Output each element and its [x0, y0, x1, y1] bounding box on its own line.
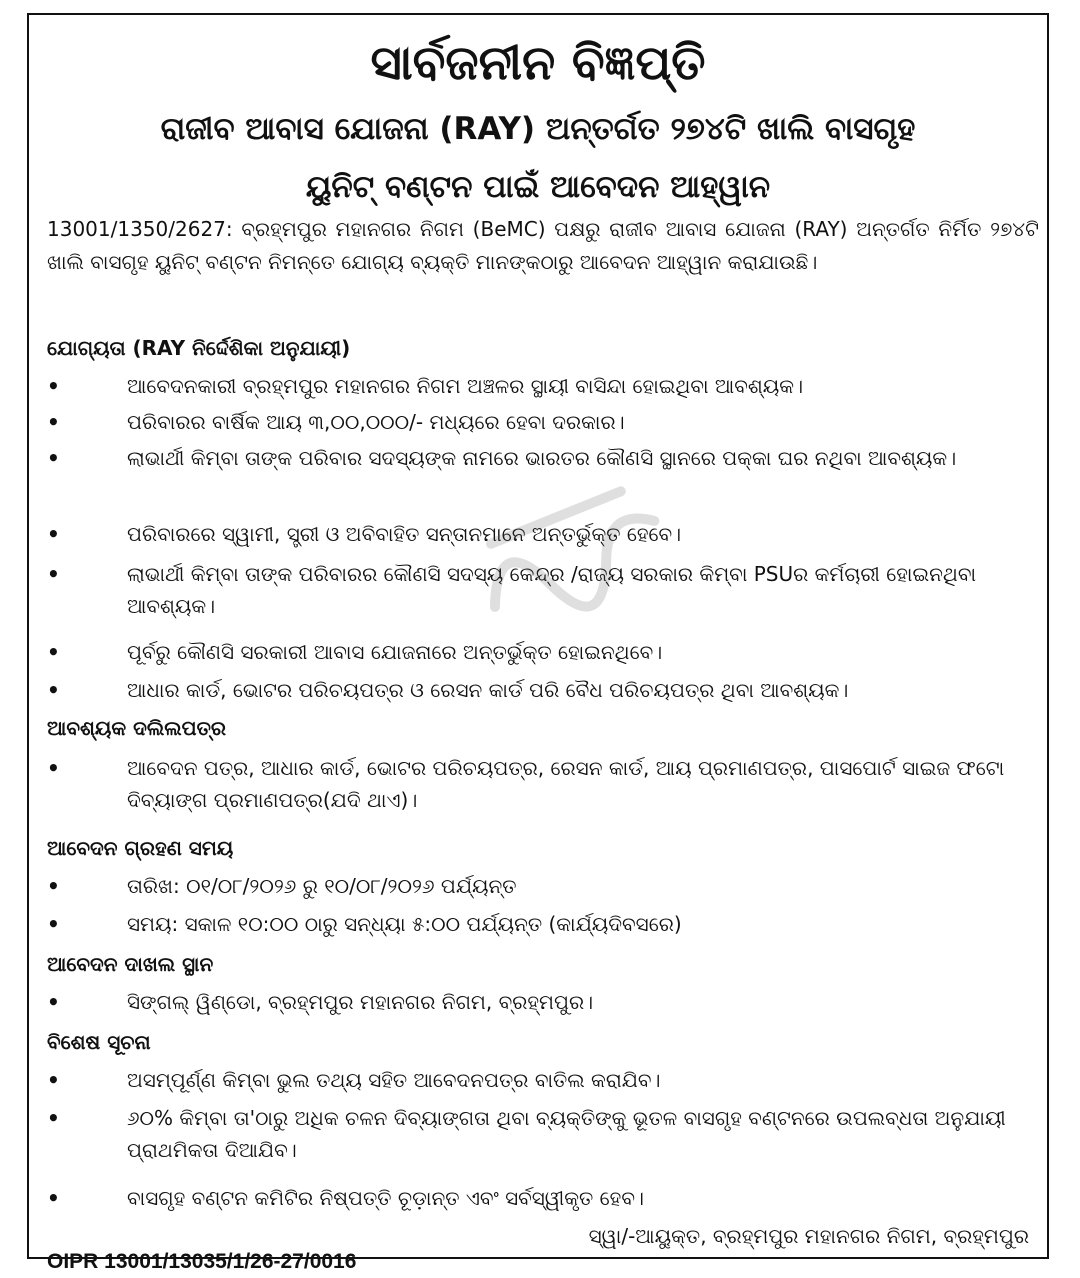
bullet-marker: •	[47, 874, 60, 898]
eligibility-item: ପୂର୍ବରୁ କୌଣସି ସରକାରୀ ଆବାସ ଯୋଜନାରେ ଅନ୍ତର୍ଭୁକ୍ତ ହୋଇନଥିବେ।	[127, 640, 663, 664]
timing-heading: ଆବେଦନ ଗ୍ରହଣ ସମୟ	[47, 836, 234, 860]
bullet-marker: •	[47, 912, 60, 936]
place-item: ସିଙ୍ଗଲ୍ ୱିଣ୍ଡୋ, ବ୍ରହ୍ମପୁର ମହାନଗର ନିଗମ, ବ୍ରହ୍ମପୁର।	[127, 990, 594, 1014]
public-notice	[27, 13, 1049, 1273]
timing-item: ତାରିଖ: ୦୧/୦୮/୨୦୨୬ ରୁ ୧୦/୦୮/୨୦୨୬ ପର୍ଯ୍ୟନ୍ତ	[127, 874, 517, 898]
bullet-marker: •	[47, 1186, 60, 1210]
bullet-marker: •	[47, 410, 60, 434]
eligibility-item: ଆବେଦନକାରୀ ବ୍ରହ୍ମପୁର ମହାନଗର ନିଗମ ଅଞ୍ଚଳର ସ୍ଥାୟୀ ବାସିନ୍ଦା ହୋଇଥିବା ଆବଶ୍ୟକ।	[127, 374, 804, 398]
special-item: ବାସଗୃହ ବଣ୍ଟନ କମିଟିର ନିଷ୍ପତ୍ତି ଚୂଡ଼ାନ୍ତ ଏବଂ ସର୍ବସ୍ୱୀକୃତ ହେବ।	[127, 1186, 644, 1210]
notice-subtitle-1: ରାଜୀବ ଆବାସ ଯୋଜନା (RAY) ଅନ୍ତର୍ଗତ ୨୭୪ଟି ଖାଲି ବାସଗୃହ	[160, 111, 916, 147]
bullet-marker: •	[47, 990, 60, 1014]
special-heading: ବିଶେଷ ସୂଚନା	[47, 1030, 151, 1054]
eligibility-item: ଲାଭାର୍ଥୀ କିମ୍ବା ତାଙ୍କ ପରିବାର ସଦସ୍ୟଙ୍କ ନାମରେ ଭାରତର କୌଣସି ସ୍ଥାନରେ ପକ୍କା ଘର ନଥିବା ଆବଶ୍ୟକ।	[127, 446, 957, 470]
bullet-marker: •	[47, 1106, 60, 1130]
special-item: ଅସମ୍ପୂର୍ଣ୍ଣ କିମ୍ବା ଭୁଲ ତଥ୍ୟ ସହିତ ଆବେଦନପତ୍ର ବାତିଲ କରାଯିବ।	[127, 1068, 661, 1092]
place-heading: ଆବେଦନ ଦାଖଲ ସ୍ଥାନ	[47, 952, 214, 976]
bullet-marker: •	[47, 374, 60, 398]
documents-heading: ଆବଶ୍ୟକ ଦଲିଲପତ୍ର	[47, 716, 227, 740]
special-item: ୬୦% କିମ୍ବା ତା'ଠାରୁ ଅଧିକ ଚଳନ ଦିବ୍ୟାଙ୍ଗତା ଥିବା ବ୍ୟକ୍ତିଙ୍କୁ ଭୂତଳ ବାସଗୃହ ବଣ୍ଟନରେ ଉପଲବ୍ଧତା ଅନୁଯାୟୀ ପ୍ରାଥମିକତା ଦିଆଯିବ।	[127, 1106, 1006, 1162]
notice-subtitle-2: ୟୁନିଟ୍ ବଣ୍ଟନ ପାଇଁ ଆବେଦନ ଆହ୍ୱାନ	[305, 169, 771, 205]
timing-item: ସମୟ: ସକାଳ ୧୦:୦୦ ଠାରୁ ସନ୍ଧ୍ୟା ୫:୦୦ ପର୍ଯ୍ୟନ୍ତ (କାର୍ଯ୍ୟଦିବସରେ)	[127, 912, 682, 936]
bullet-marker: •	[47, 522, 60, 546]
signature-line: ସ୍ୱା/-ଆୟୁକ୍ତ, ବ୍ରହ୍ମପୁର ମହାନଗର ନିଗମ, ବ୍ରହ୍ମପୁର	[588, 1224, 1029, 1248]
bullet-marker: •	[47, 678, 60, 702]
eligibility-item: ପରିବାରର ବାର୍ଷିକ ଆୟ ୩,୦୦,୦୦୦/- ମଧ୍ୟରେ ହେବା ଦରକାର।	[127, 410, 625, 434]
documents-item: ଆବେଦନ ପତ୍ର, ଆଧାର କାର୍ଡ, ଭୋଟର ପରିଚୟପତ୍ର, ରେସନ କାର୍ଡ, ଆୟ ପ୍ରମାଣପତ୍ର, ପାସପୋର୍ଟ ସାଇଜ ଫଟୋ ଦିବ୍ୟାଙ୍ଗ ପ୍ରମାଣପତ୍ର(ଯଦି ଥାଏ)।	[127, 756, 1005, 812]
eligibility-item: ଲାଭାର୍ଥୀ କିମ୍ବା ତାଙ୍କ ପରିବାରର କୌଣସି ସଦସ୍ୟ କେନ୍ଦ୍ର /ରାଜ୍ୟ ସରକାର କିମ୍ବା PSUର କର୍ମଚାରୀ ହୋଇନଥିବା ଆବଶ୍ୟକ।	[127, 562, 977, 618]
eligibility-item: ଆଧାର କାର୍ଡ, ଭୋଟର ପରିଚୟପତ୍ର ଓ ରେସନ କାର୍ଡ ପରି ବୈଧ ପରିଚୟପତ୍ର ଥିବା ଆବଶ୍ୟକ।	[127, 678, 849, 702]
eligibility-heading: ଯୋଗ୍ୟତା (RAY ନିର୍ଦ୍ଦେଶିକା ଅନୁଯାୟୀ)	[47, 336, 351, 360]
notice-title: ସାର୍ବଜନୀନ ବିଜ୍ଞପ୍ତି	[370, 35, 706, 91]
intro-paragraph: 13001/1350/2627: ବ୍ରହ୍ମପୁର ମହାନଗର ନିଗମ (BeMC) ପକ୍ଷରୁ ରାଜୀବ ଆବାସ ଯୋଜନା (RAY) ଅନ୍ତର୍ଗତ ନିର୍ମିତ ୨୭୪ଟି ଖାଲି ବାସଗୃହ ୟୁନିଟ୍ ବଣ୍ଟନ ନିମନ୍ତେ ଯୋଗ୍ୟ ବ୍ୟକ୍ତି ମାନଙ୍କଠାରୁ ଆବେଦନ ଆହ୍ୱାନ କରାଯାଉଛି।	[47, 217, 1039, 274]
bullet-marker: •	[47, 640, 60, 664]
eligibility-item: ପରିବାରରେ ସ୍ୱାମୀ, ସ୍ତ୍ରୀ ଓ ଅବିବାହିତ ସନ୍ତାନମାନେ ଅନ୍ତର୍ଭୁକ୍ତ ହେବେ।	[127, 522, 682, 546]
oipr-code: OIPR 13001/13035/1/26-27/0016	[47, 1250, 357, 1273]
bullet-marker: •	[47, 1068, 60, 1092]
bullet-marker: •	[47, 562, 60, 586]
bullet-marker: •	[47, 756, 60, 780]
bullet-marker: •	[47, 446, 60, 470]
